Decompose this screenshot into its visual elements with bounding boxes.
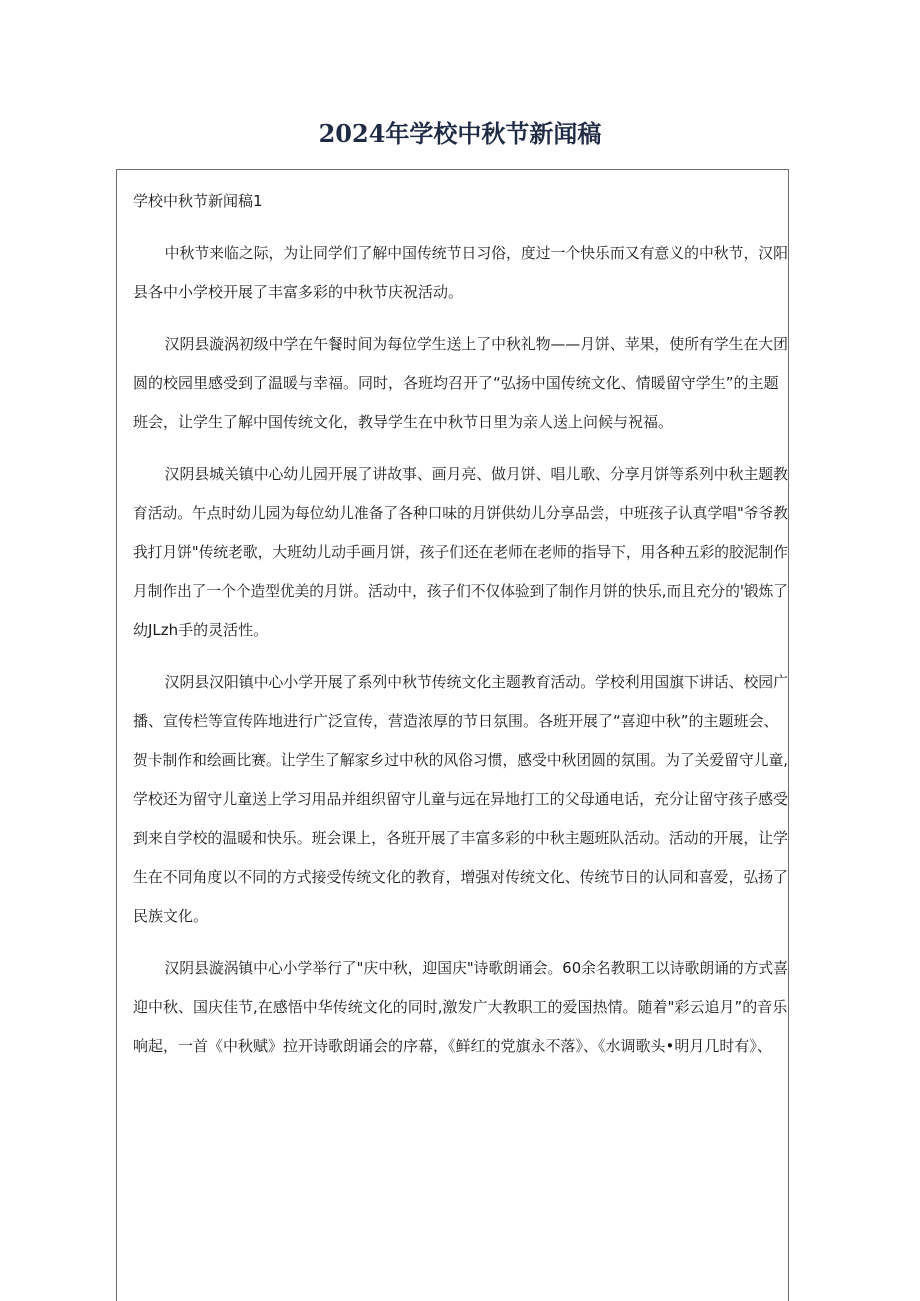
document-body — [133, 182, 793, 1079]
paragraph-line: 民族文化。 — [133, 907, 209, 925]
paragraph-3 — [133, 455, 793, 650]
paragraph-line: 汉阴县漩涡初级中学在午餐时间为每位学生送上了中秋礼物——月饼、苹果，使所有学生在大团 — [164, 335, 788, 353]
paragraph-line: 汉阴县汉阳镇中心小学开展了系列中秋节传统文化主题教育活动。学校利用国旗下讲话、校园广 — [164, 673, 788, 691]
paragraph-5 — [133, 949, 793, 1066]
paragraph-4 — [133, 663, 793, 936]
paragraph-line: 到来自学校的温暖和快乐。班会课上，各班开展了丰富多彩的中秋主题班队活动。活动的开展，让学 — [133, 829, 788, 847]
paragraph-line: 育活动。午点时幼儿园为每位幼儿准备了各种口味的月饼供幼儿分享品尝，中班孩子认真学唱"爷爷教 — [133, 504, 788, 522]
paragraph-line: 幼JLzh手的灵活性。 — [133, 621, 269, 639]
document-title: 2024年学校中秋节新闻稿 — [318, 119, 602, 148]
paragraph-2 — [133, 325, 793, 442]
paragraph-line: 我打月饼"传统老歌，大班幼儿动手画月饼，孩子们还在老师在老师的指导下，用各种五彩的胶泥制作 — [133, 543, 788, 561]
paragraph-line: 月制作出了一个个造型优美的月饼。活动中，孩子们不仅体验到了制作月饼的快乐,而且充分的'锻炼了 — [133, 582, 788, 600]
paragraph-line: 贺卡制作和绘画比赛。让学生了解家乡过中秋的风俗习惯，感受中秋团圆的氛围。为了关爱留守儿童, — [133, 751, 789, 769]
paragraph-line: 中秋节来临之际，为让同学们了解中国传统节日习俗，度过一个快乐而又有意义的中秋节，汉阳 — [164, 244, 788, 262]
paragraph-line: 汉阴县城关镇中心幼儿园开展了讲故事、画月亮、做月饼、唱儿歌、分享月饼等系列中秋主题教 — [164, 465, 788, 483]
paragraph-line: 响起，一首《中秋赋》拉开诗歌朗诵会的序幕，《鲜红的党旗永不落》、《水调歌头•明月几时有》、 — [133, 1037, 772, 1055]
paragraph-line: 圆的校园里感受到了温暖与幸福。同时，各班均召开了“弘扬中国传统文化、情暖留守学生”的主题 — [133, 374, 779, 392]
paragraph-line: 县各中小学校开展了丰富多彩的中秋节庆祝活动。 — [133, 283, 464, 301]
paragraph-line: 班会，让学生了解中国传统文化，教导学生在中秋节日里为亲人送上问候与祝福。 — [133, 413, 674, 431]
paragraph-line: 播、宣传栏等宣传阵地进行广泛宣传，营造浓厚的节日氛围。各班开展了“喜迎中秋”的主题班会、 — [133, 712, 779, 730]
paragraph-line: 迎中秋、国庆佳节,在感悟中华传统文化的同时,激发广大教职工的爱国热情。随着"彩云追月”的音乐 — [133, 998, 788, 1016]
paragraph-1 — [133, 234, 793, 312]
section-heading: 学校中秋节新闻稿1 — [133, 192, 263, 210]
paragraph-line: 学校还为留守儿童送上学习用品并组织留守儿童与远在异地打工的父母通电话，充分让留守孩子感受 — [133, 790, 788, 808]
paragraph-line: 生在不同角度以不同的方式接受传统文化的教育，增强对传统文化、传统节日的认同和喜爱，弘扬了 — [133, 868, 788, 886]
paragraph-line: 汉阴县漩涡镇中心小学举行了"庆中秋，迎国庆"诗歌朗诵会。60余名教职工以诗歌朗诵的方式喜 — [164, 959, 788, 977]
